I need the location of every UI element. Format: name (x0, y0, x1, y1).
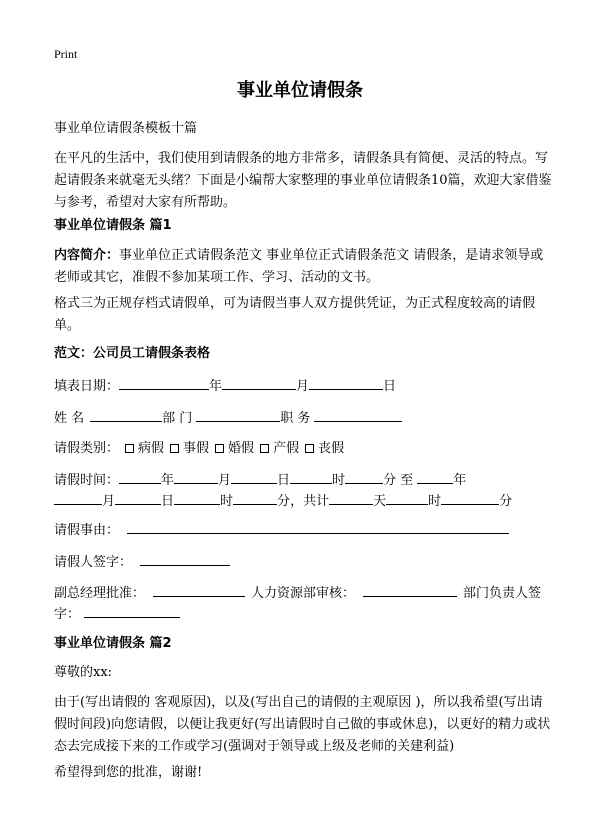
total-days-field[interactable] (329, 490, 373, 505)
type-maternity: 产假 (273, 441, 300, 456)
type-marriage: 婚假 (228, 441, 255, 456)
vp-label: 副总经理批准： (54, 586, 146, 601)
format-paragraph: 格式三为正规存档式请假单，可为请假当事人双方提供凭证，为正式程度较高的请假单。 (54, 296, 536, 333)
start-year-field[interactable] (119, 469, 161, 484)
form-time-row-1 (54, 469, 554, 492)
form-time-row-2 (54, 490, 554, 513)
end-day-label: 日 (161, 494, 175, 509)
position-label: 职 务 (280, 411, 311, 426)
dept-head-label: 部门负责人签 (463, 586, 542, 601)
end-day-field[interactable] (115, 490, 161, 505)
total-minutes-label: 分 (499, 494, 513, 509)
end-year-label: 年 (453, 473, 467, 488)
end-month-label: 月 (102, 494, 116, 509)
checkbox-sick[interactable] (125, 444, 134, 453)
name-field[interactable] (90, 407, 162, 422)
article2-body: 由于(写出请假的 客观原因)，以及(写出自己的请假的主观原因 )，所以我希望(写出请假时间段)向您请假，以便让我更好(写出请假时自己做的事或休息)，以更好的精力或状态去完成接下来的工作或学习(强调对于领导或上级及老师的关建利益) (54, 695, 551, 754)
time-minute-label: 分 (383, 473, 397, 488)
signature-field[interactable] (140, 551, 230, 566)
date-month-field[interactable] (222, 375, 296, 390)
document-title: 事业单位请假条 (237, 80, 363, 101)
article1-heading: 事业单位请假条 篇1 (54, 218, 172, 233)
end-hour-field[interactable] (174, 490, 220, 505)
day-label: 日 (383, 379, 397, 394)
name-label: 姓 名 (54, 411, 85, 426)
end-month-field[interactable] (54, 490, 102, 505)
intro-paragraph: 在平凡的生活中，我们使用到请假条的地方非常多，请假条具有简便、灵活的特点。写起请假条来就毫无头绪？下面是小编帮大家整理的事业单位请假条10篇，欢迎大家借鉴与参考，希望对大家有所帮助。 (54, 151, 552, 210)
time-year-label: 年 (161, 473, 175, 488)
type-bereavement: 丧假 (318, 441, 345, 456)
checkbox-marriage[interactable] (215, 444, 224, 453)
month-label: 月 (296, 379, 310, 394)
hr-approval-field[interactable] (363, 582, 457, 597)
date-day-field[interactable] (309, 375, 383, 390)
checkbox-maternity[interactable] (260, 444, 269, 453)
article2-heading: 事业单位请假条 篇2 (54, 636, 172, 651)
form-approval-row-2 (54, 603, 554, 626)
total-label: ，共计 (290, 494, 330, 509)
form-signature-row (54, 551, 554, 574)
time-hour-label: 时 (332, 473, 346, 488)
dept-field[interactable] (196, 407, 280, 422)
to-label: 至 (400, 473, 414, 488)
greeting: 尊敬的xx: (54, 665, 113, 680)
time-label: 请假时间： (54, 473, 120, 488)
end-minute-label: 分 (277, 494, 291, 509)
dept-label: 部 门 (162, 411, 193, 426)
end-hour-label: 时 (220, 494, 234, 509)
checkbox-bereavement[interactable] (305, 444, 314, 453)
time-month-label: 月 (218, 473, 232, 488)
checkbox-personal[interactable] (170, 444, 179, 453)
total-minutes-field[interactable] (441, 490, 499, 505)
dept-head-label-2: 字： (54, 607, 81, 622)
signature-label: 请假人签字： (54, 555, 133, 570)
type-personal: 事假 (183, 441, 210, 456)
start-hour-field[interactable] (290, 469, 332, 484)
reason-field[interactable] (127, 519, 509, 534)
position-field[interactable] (314, 407, 402, 422)
type-label: 请假类别： (54, 441, 120, 456)
total-hours-label: 时 (428, 494, 442, 509)
dept-head-field[interactable] (84, 603, 180, 618)
form-type-row (54, 438, 554, 460)
summary-text: 事业单位正式请假条范文 事业单位正式请假条范文 请假条，是请求领导或老师或其它，准假不参加某项工作、学习、活动的文书。 (54, 248, 544, 285)
end-year-field[interactable] (417, 469, 453, 484)
closing: 希望得到您的批准，谢谢! (54, 765, 203, 780)
days-label: 天 (373, 494, 387, 509)
print-link[interactable]: Print (54, 47, 78, 61)
summary-paragraph (54, 245, 554, 289)
start-day-field[interactable] (231, 469, 277, 484)
year-label: 年 (209, 379, 223, 394)
end-minute-field[interactable] (233, 490, 277, 505)
vp-approval-field[interactable] (153, 582, 245, 597)
total-hours-field[interactable] (386, 490, 428, 505)
date-label: 填表日期： (54, 379, 120, 394)
start-month-field[interactable] (174, 469, 218, 484)
form-heading: 范文：公司员工请假条表格 (54, 346, 211, 361)
hr-label: 人力资源部审核： (251, 586, 356, 601)
summary-label: 内容简介： (54, 248, 120, 263)
form-approval-row (54, 582, 554, 605)
form-date-row (54, 375, 554, 398)
form-name-row (54, 407, 554, 430)
time-day-label: 日 (277, 473, 291, 488)
subtitle: 事业单位请假条模板十篇 (54, 121, 198, 136)
date-year-field[interactable] (119, 375, 209, 390)
type-sick: 病假 (138, 441, 165, 456)
form-reason-row (54, 519, 554, 542)
start-minute-field[interactable] (345, 469, 383, 484)
reason-label: 请假事由： (54, 523, 120, 538)
